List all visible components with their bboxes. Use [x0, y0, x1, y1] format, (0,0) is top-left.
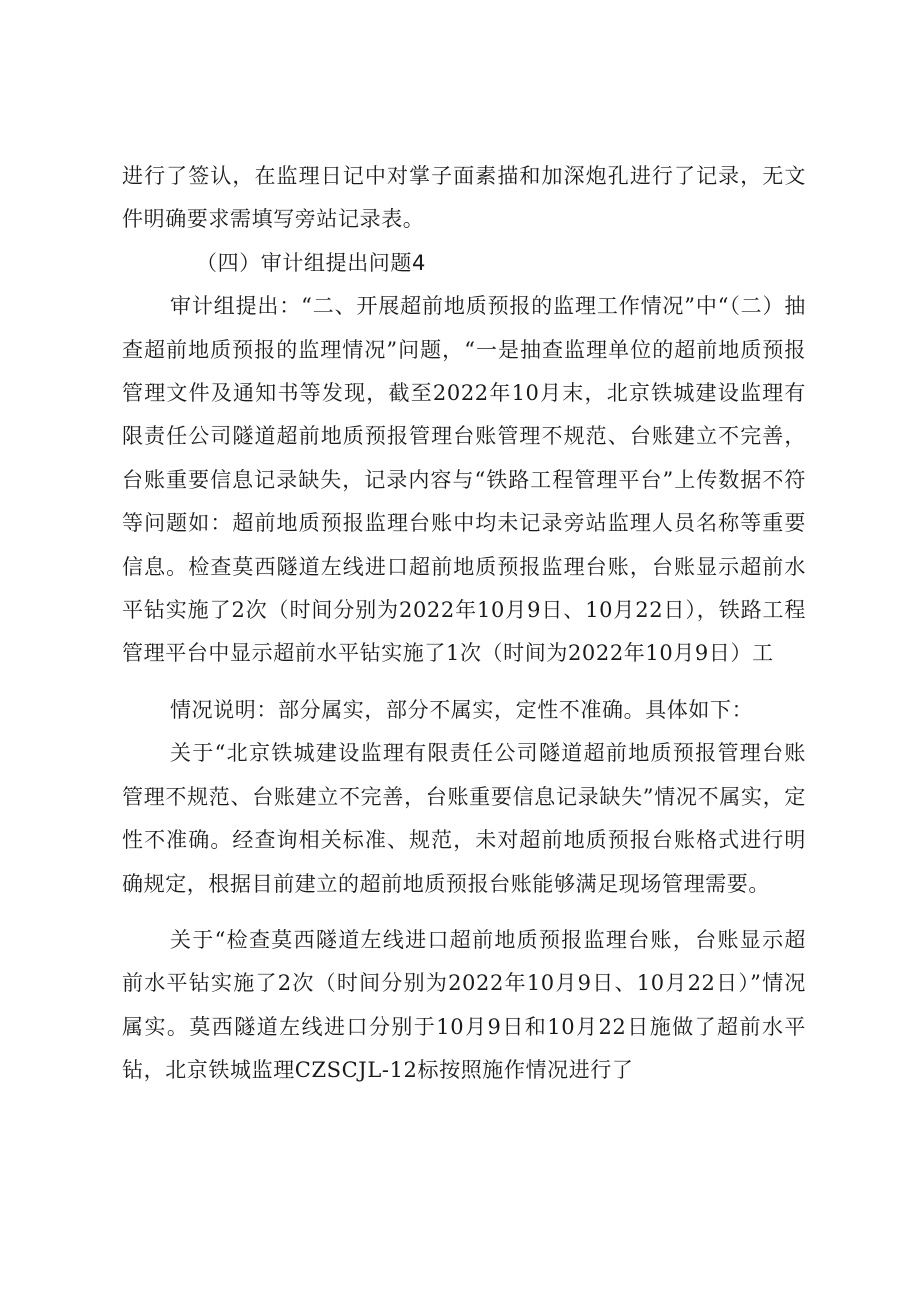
- paragraph-continuation: 进行了签认，在监理日记中对掌子面素描和加深炮孔进行了记录，无文件明确要求需填写旁站记录表。: [122, 164, 806, 232]
- section-heading: （四）审计组提出问题4: [196, 250, 426, 275]
- paragraph-drilling-explanation: 关于“检查莫西隧道左线进口超前地质预报监理台账，台账显示超前水平钻实施了2次（时间分别为2022年10月9日、10月22日）”情况属实。莫西隧道左线进口分别于10月9日和10月22日施做了超前水平钻，北京铁城监理CZSCJL-12标按照施作情况进行了: [122, 927, 806, 1083]
- paragraph-audit-finding: 审计组提出：“二、开展超前地质预报的监理工作情况”中“（二）抽查超前地质预报的监理情况”问题，“一是抽查监理单位的超前地质预报管理文件及通知书等发现，截至2022年10月末，北京铁城建设监理有限责任公司隧道超前地质预报管理台账管理不规范、台账建立不完善，台账重要信息记录缺失，记录内容与“铁路工程管理平台”上传数据不符等问题如：超前地质预报监理台账中均未记录旁站监理人员名称等重要信息。检查莫西隧道左线进口超前地质预报监理台账，台账显示超前水平钻实施了2次（时间分别为2022年10月9日、10月22日），铁路工程管理平台中显示超前水平钻实施了1次（时间为2022年10月9日）工: [122, 294, 806, 666]
- document-body: [122, 155, 806, 1093]
- paragraph-ledger-explanation: 关于“北京铁城建设监理有限责任公司隧道超前地质预报管理台账管理不规范、台账建立不完善，台账重要信息记录缺失”情况不属实，定性不准确。经查询相关标准、规范，未对超前地质预报台账格式进行明确规定，根据目前建立的超前地质预报台账能够满足现场管理需要。: [122, 741, 806, 896]
- paragraph-situation-summary: 情况说明：部分属实，部分不属实，定性不准确。具体如下：: [170, 697, 754, 722]
